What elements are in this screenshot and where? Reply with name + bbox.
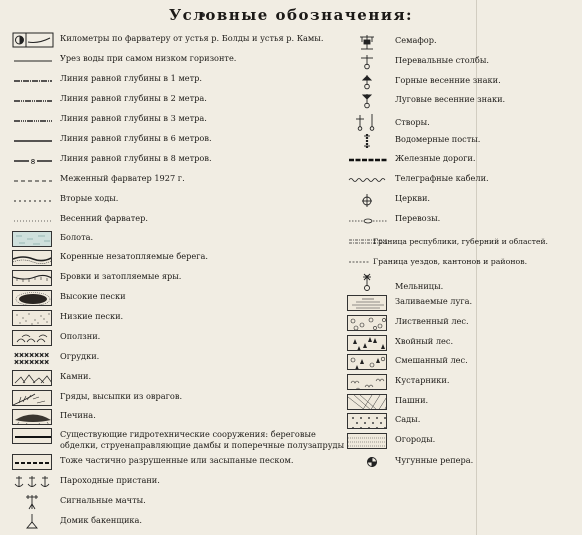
legend-item bbox=[12, 290, 342, 306]
legend-item-label: Километры по фарватеру от устья р. Болды и устья р. Камы. bbox=[60, 33, 324, 43]
steamboat-pier-icon bbox=[12, 474, 54, 490]
legend-item bbox=[347, 172, 577, 188]
legend-item bbox=[347, 413, 577, 429]
gardens-icon bbox=[347, 413, 389, 429]
legend-item bbox=[347, 454, 577, 470]
legend-item bbox=[12, 152, 342, 168]
legend-item-label: Створы. bbox=[395, 117, 430, 127]
depth-2m-line-icon bbox=[12, 92, 54, 108]
legend-item-label: Семафор. bbox=[395, 35, 437, 45]
legend-item bbox=[12, 192, 342, 208]
ogrudki-icon bbox=[12, 350, 54, 366]
legend-item-label: Высокие пески bbox=[60, 291, 126, 301]
legend-item bbox=[12, 32, 342, 48]
kilometer-marker-icon bbox=[12, 32, 54, 48]
ravine-ridge-icon bbox=[12, 390, 54, 406]
legend-item bbox=[12, 52, 342, 68]
legend-item bbox=[347, 394, 577, 410]
legend-item bbox=[347, 295, 577, 311]
legend-item bbox=[12, 474, 342, 490]
crossing-post-icon bbox=[347, 54, 389, 70]
legend-item bbox=[347, 354, 577, 370]
legend-item bbox=[347, 54, 577, 70]
buoy-keeper-house-icon bbox=[12, 514, 54, 530]
legend-item-label: Огрудки. bbox=[60, 351, 100, 361]
legend-item bbox=[12, 390, 342, 406]
signal-mast-icon bbox=[12, 494, 54, 510]
legend-item-label: Печина. bbox=[60, 410, 96, 420]
legend-item-label: Линия равной глубины в 3 метра. bbox=[60, 113, 207, 123]
legend-item-label: Камни. bbox=[60, 371, 92, 381]
legend-item-label: Урез воды при самом низком горизонте. bbox=[60, 53, 237, 63]
legend-item-label: Заливаемые луга. bbox=[395, 296, 473, 306]
legend-item bbox=[347, 133, 577, 149]
legend-item-label: Существующие гидротехнические сооружения: береговые обделки, струенаправляющие дамбы и поперечные полузапруды bbox=[60, 429, 345, 450]
legend-item bbox=[347, 192, 577, 208]
svg-text:×××××××: ××××××× bbox=[14, 352, 50, 359]
range-marks-icon bbox=[347, 113, 389, 129]
legend-item-label: Горные весенние знаки. bbox=[395, 75, 501, 85]
semaphore-icon bbox=[347, 34, 389, 50]
high-sand-icon bbox=[12, 290, 54, 306]
legend-item-label: Линия равной глубины в 6 метров. bbox=[60, 133, 212, 143]
legend-item bbox=[12, 132, 342, 148]
telegraph-cable-icon bbox=[347, 172, 389, 188]
cast-iron-benchmark-icon bbox=[347, 454, 389, 470]
legend-item-label: Луговые весенние знаки. bbox=[395, 94, 506, 104]
legend-item-label: Весенний фарватер. bbox=[60, 213, 148, 223]
legend-item-label: Кустарники. bbox=[395, 375, 450, 385]
legend-item-label: Линия равной глубины в 1 метр. bbox=[60, 73, 203, 83]
legend-item-label: Лиственный лес. bbox=[395, 316, 469, 326]
secondary-channel-icon bbox=[12, 192, 54, 208]
legend-item-label: Перевозы. bbox=[395, 213, 441, 223]
legend-item-label: Граница республики, губерний и областей. bbox=[373, 237, 548, 246]
legend-item-label: Смешанный лес. bbox=[395, 355, 468, 365]
legend-item-label: Железные дороги. bbox=[395, 153, 476, 163]
arable-land-icon bbox=[347, 394, 389, 410]
legend-item bbox=[347, 433, 577, 449]
coniferous-forest-icon bbox=[347, 335, 389, 351]
legend-item-label: Гряды, высыпки из оврагов. bbox=[60, 391, 183, 401]
legend-item bbox=[347, 34, 577, 50]
church-icon bbox=[347, 192, 389, 208]
depth-1m-line-icon bbox=[12, 72, 54, 88]
legend-item bbox=[12, 172, 342, 188]
legend-item bbox=[347, 233, 582, 249]
legend-item bbox=[347, 273, 577, 293]
water-edge-line-icon bbox=[12, 52, 54, 68]
legend-item bbox=[12, 212, 342, 228]
legend-item-label: Мельницы. bbox=[395, 281, 444, 291]
legend-item-label: Вторые ходы. bbox=[60, 193, 119, 203]
legend-item bbox=[347, 74, 577, 90]
non-flooded-bank-icon bbox=[12, 250, 54, 266]
legend-item bbox=[347, 315, 577, 331]
spring-fairway-icon bbox=[12, 212, 54, 228]
legend-item-label: Огороды. bbox=[395, 434, 436, 444]
swamp-icon bbox=[12, 231, 54, 247]
low-water-fairway-icon bbox=[12, 172, 54, 188]
legend-item-label: Тоже частично разрушенные или засыпаные песком. bbox=[60, 455, 294, 465]
low-sand-icon bbox=[12, 310, 54, 326]
legend-title: Условные обозначения: bbox=[168, 6, 414, 24]
legend-item-label: Пароходные пристани. bbox=[60, 475, 160, 485]
legend-item bbox=[12, 250, 342, 266]
legend-item-label: Линия равной глубины в 8 метров. bbox=[60, 153, 212, 163]
legend-item-label: Пашни. bbox=[395, 395, 429, 405]
legend-item-label: Коренные незатопляемые берега. bbox=[60, 251, 208, 261]
legend-item-label: Хвойный лес. bbox=[395, 336, 454, 346]
legend-item bbox=[347, 335, 577, 351]
deciduous-forest-icon bbox=[347, 315, 389, 331]
depth-3m-line-icon bbox=[12, 112, 54, 128]
water-gauge-post-icon bbox=[347, 133, 389, 149]
shrubs-icon bbox=[347, 374, 389, 390]
legend-item bbox=[12, 112, 342, 128]
legend-item bbox=[347, 113, 577, 131]
legend-item bbox=[347, 374, 577, 390]
legend-item bbox=[12, 428, 347, 454]
svg-text:×××××××: ××××××× bbox=[14, 359, 50, 366]
legend-item-label: Перевальные столбы. bbox=[395, 55, 489, 65]
legend-item-label: Бровки и затопляемые яры. bbox=[60, 271, 182, 281]
legend-item-label: Меженный фарватер 1927 г. bbox=[60, 173, 185, 183]
legend-item-label: Чугунные репера. bbox=[395, 455, 474, 465]
legend-item bbox=[347, 152, 577, 168]
legend-item bbox=[12, 330, 342, 346]
legend-item bbox=[347, 93, 577, 109]
sandbar-icon bbox=[12, 409, 54, 425]
landslide-icon bbox=[12, 330, 54, 346]
ferry-icon bbox=[347, 212, 389, 228]
stones-icon bbox=[12, 370, 54, 386]
mixed-forest-icon bbox=[347, 354, 389, 370]
legend-item bbox=[347, 212, 577, 228]
legend-item-label: Оползни. bbox=[60, 331, 101, 341]
legend-item bbox=[12, 310, 342, 326]
legend-item-label: Линия равной глубины в 2 метра. bbox=[60, 93, 207, 103]
legend-item bbox=[12, 350, 342, 366]
legend-item bbox=[12, 409, 342, 425]
depth-8m-line-icon bbox=[12, 152, 54, 168]
ruined-structure-icon bbox=[12, 454, 54, 470]
legend-item bbox=[12, 72, 342, 88]
depth-8m-label: 8 bbox=[30, 158, 36, 166]
legend-item-label: Болота. bbox=[60, 232, 94, 242]
hydro-structure-icon bbox=[12, 428, 54, 444]
legend-item-label: Сады. bbox=[395, 414, 421, 424]
legend-item bbox=[347, 253, 577, 269]
flooded-bank-icon bbox=[12, 270, 54, 286]
legend-item-label: Церкви. bbox=[395, 193, 431, 203]
meadow-spring-sign-icon bbox=[347, 93, 389, 109]
legend-item-label: Водомерные посты. bbox=[395, 134, 481, 144]
legend-item-label: Телеграфные кабели. bbox=[395, 173, 489, 183]
depth-6m-line-icon bbox=[12, 132, 54, 148]
railway-icon bbox=[347, 152, 389, 168]
legend-item bbox=[12, 370, 342, 386]
legend-item-label: Домик бакенщика. bbox=[60, 515, 143, 525]
mountain-spring-sign-icon bbox=[347, 74, 389, 90]
legend-item-label: Граница уездов, кантонов и районов. bbox=[373, 257, 528, 266]
flooded-meadow-icon bbox=[347, 295, 389, 311]
legend-item-label: Сигнальные мачты. bbox=[60, 495, 146, 505]
legend-item bbox=[12, 231, 342, 247]
mill-icon bbox=[347, 273, 389, 289]
vegetable-gardens-icon bbox=[347, 433, 389, 449]
legend-item-label: Низкие пески. bbox=[60, 311, 124, 321]
legend-item bbox=[12, 92, 342, 108]
legend-item bbox=[12, 494, 342, 510]
legend-item bbox=[12, 270, 342, 286]
legend-item bbox=[12, 514, 342, 530]
legend-item bbox=[12, 454, 342, 470]
